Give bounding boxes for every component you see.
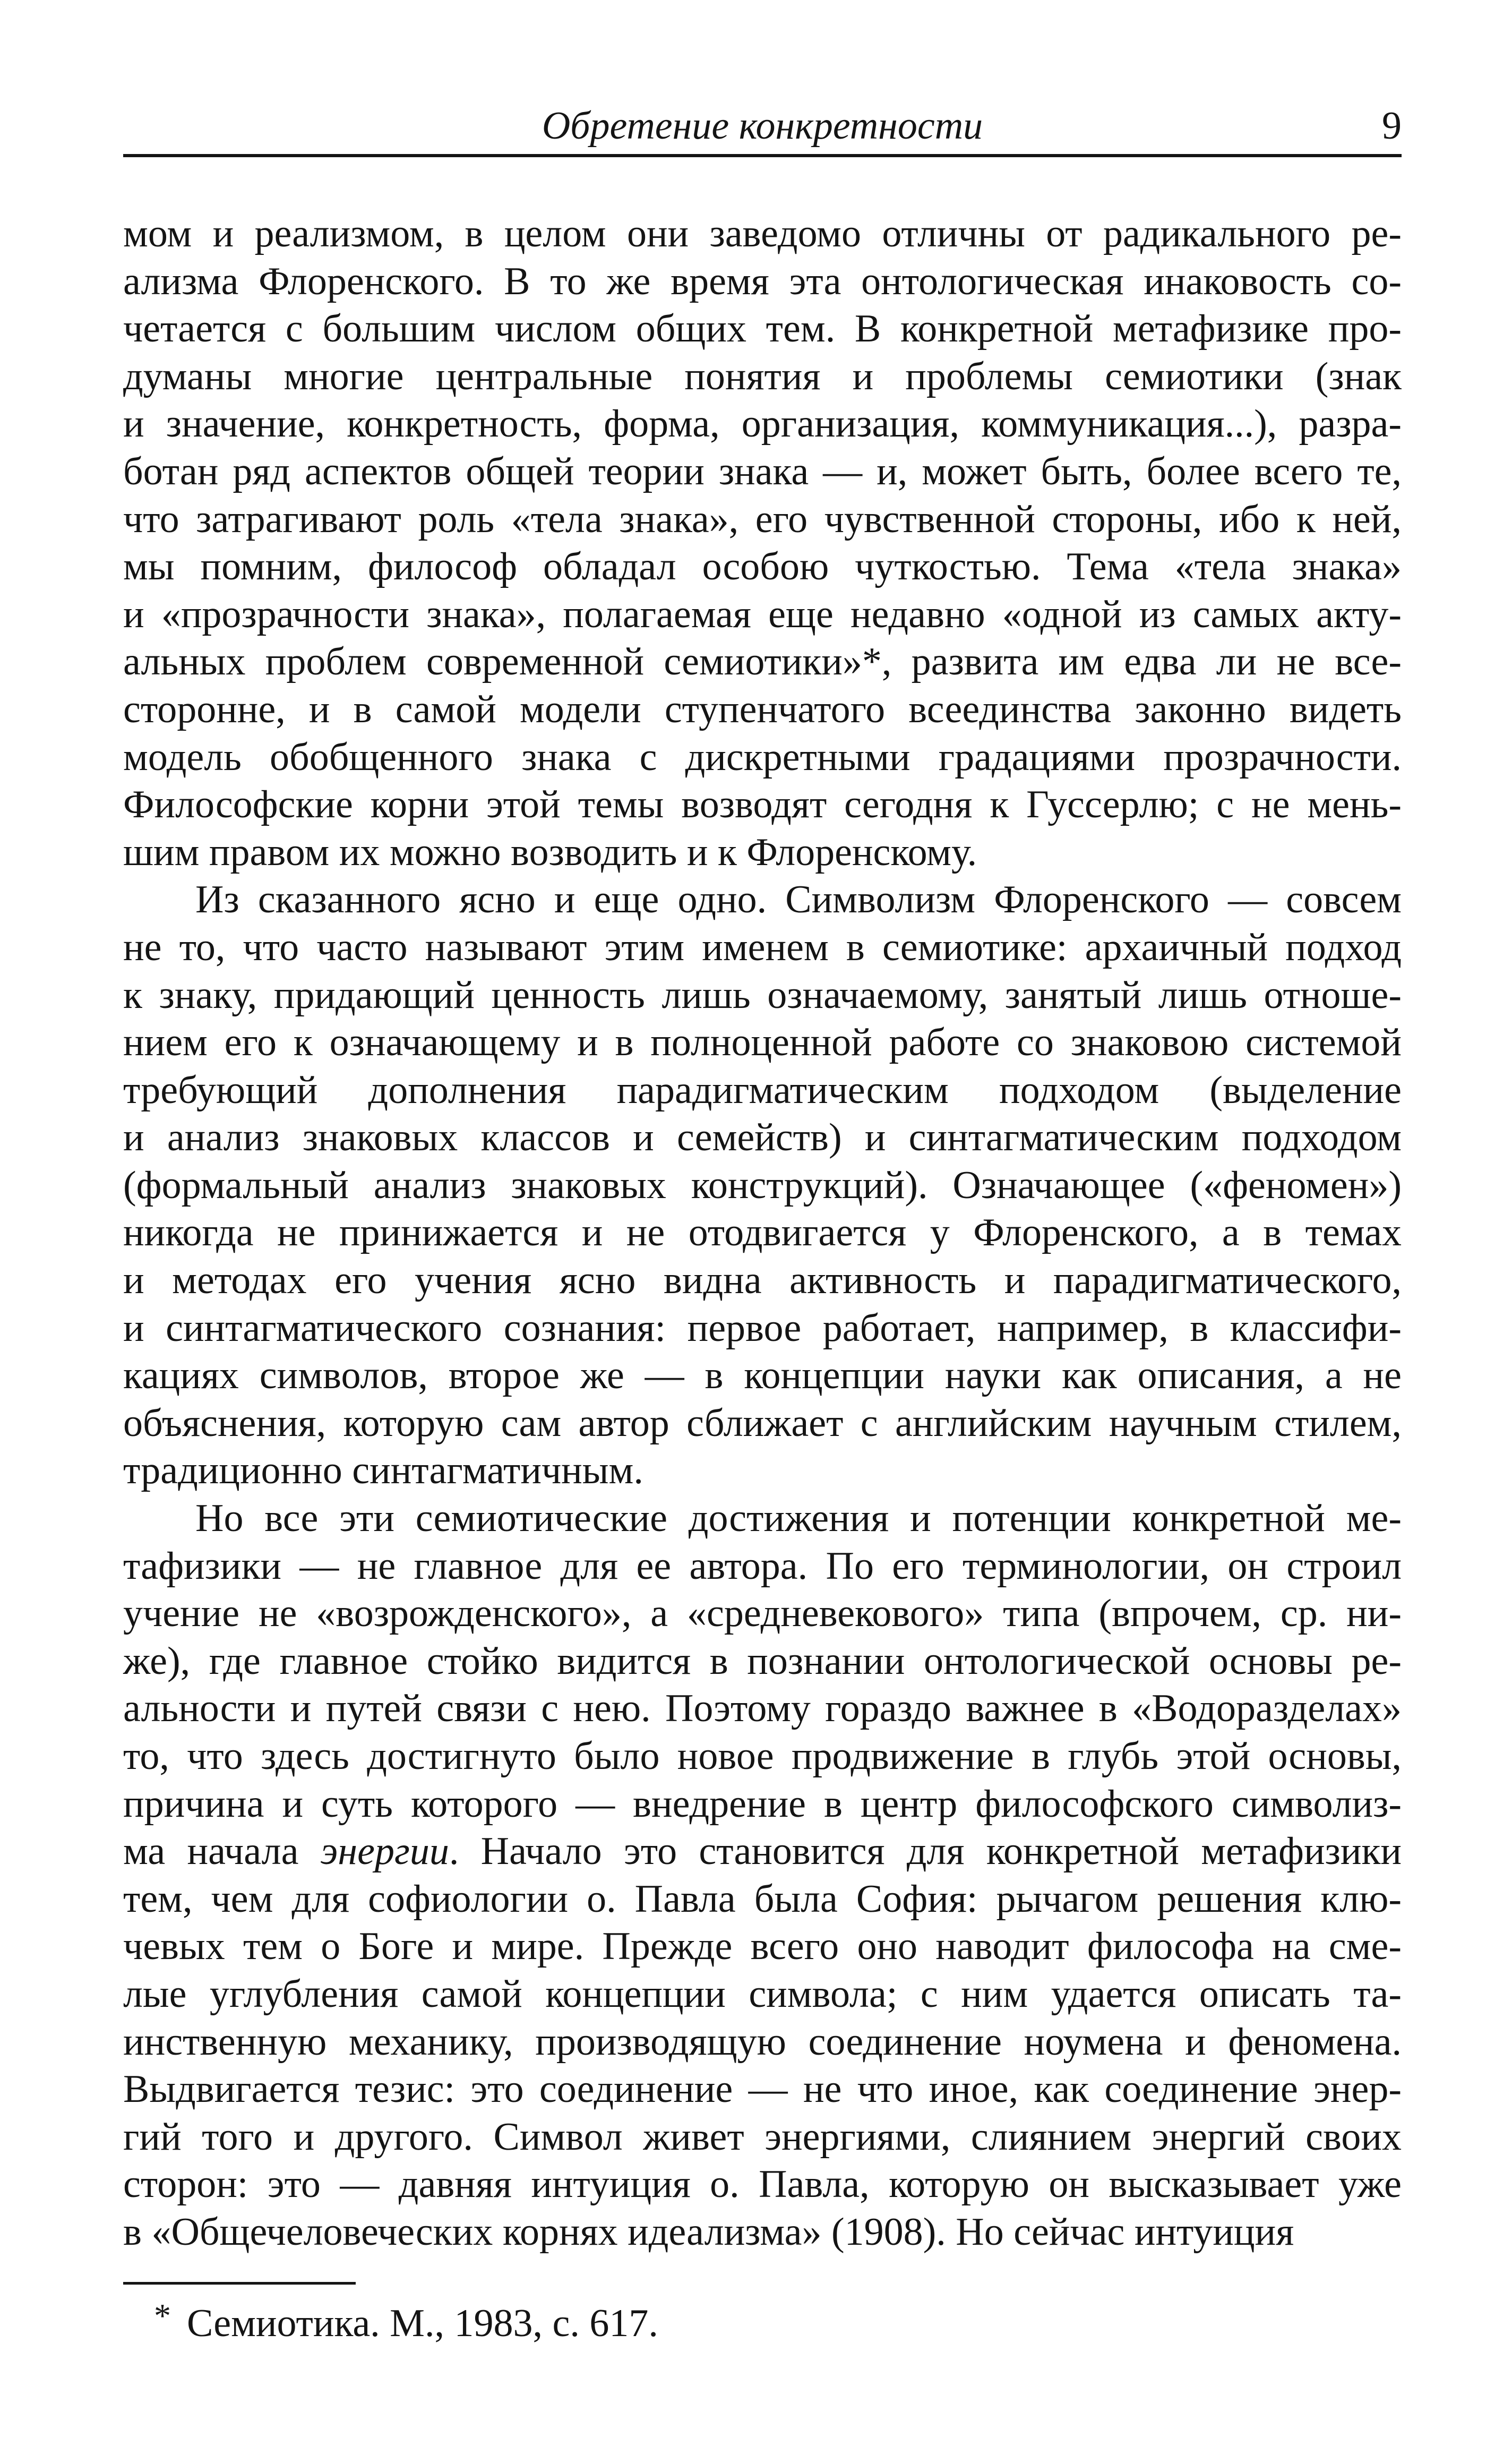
text-line: причина и суть которого — внедрение в центр философского символиз- [123,1782,1402,1826]
italic-term: энергии [320,1829,449,1874]
text-line: альности и путей связи с нею. Поэтому гораздо важнее в «Водоразделах» [123,1687,1402,1731]
footnote-text: Семиотика. М., 1983, с. 617. [187,2302,658,2345]
text-line: и методах его учения ясно видна активность и парадигматического, [123,1259,1402,1303]
text-line: ализма Флоренского. В то же время эта онтологическая инаковость со- [123,259,1402,303]
text-line: и синтагматического сознания: первое работает, например, в классифи- [123,1306,1402,1350]
body-text [123,210,1402,2256]
text-line: инственную механику, производящую соединение ноумена и феномена. [123,2020,1402,2064]
text-line: лые углубления самой концепции символа; с ним удается описать та- [123,1972,1402,2016]
text-line: требующий дополнения парадигматическим подходом (выделение [123,1068,1402,1112]
page-number: 9 [1382,104,1402,148]
paragraph [123,210,1402,876]
text-line: (формальный анализ знаковых конструкций). Означающее («феномен») [123,1163,1402,1207]
text-line: шим правом их можно возводить и к Флоренскому. [123,830,977,874]
paragraph [123,1495,1402,2256]
running-head [123,96,1402,157]
text-line: модель обобщенного знака с дискретными градациями прозрачности. [123,735,1402,779]
text-line: нием его к означающему и в полноценной работе со знаковою системой [123,1021,1402,1065]
text-line: кациях символов, второе же — в концепции науки как описания, а не [123,1354,1402,1398]
text-line: сторон: это — давняя интуиция о. Павла, которую он высказывает уже [123,2162,1402,2207]
text-line: традиционно синтагматичным. [123,1449,643,1493]
text-line: и анализ знаковых классов и семейств) и синтагматическим подходом [123,1116,1402,1160]
text-line: альных проблем современной семиотики»*, развита им едва ли не все- [123,640,1402,684]
footnote-rule [123,2282,356,2285]
text-line: думаны многие центральные понятия и проблемы семиотики (знак [123,354,1402,398]
text-line: же), где главное стойко видится в познании онтологической основы ре- [123,1639,1402,1683]
text-line: к знаку, придающий ценность лишь означаемому, занятый лишь отноше- [123,973,1402,1017]
text-line: учение не «возрожденского», а «средневекового» типа (впрочем, ср. ни- [123,1592,1402,1636]
footnote [154,2297,658,2347]
text-line: мом и реализмом, в целом они заведомо отличны от радикального ре- [123,212,1402,255]
text-line: Но все эти семиотические достижения и потенции конкретной ме- [195,1497,1402,1541]
text-line: Из сказанного ясно и еще одно. Символизм Флоренского — совсем [195,878,1402,922]
text-line: мы помним, философ обладал особою чуткостью. Тема «тела знака» [123,545,1402,589]
text-line: сторонне, и в самой модели ступенчатого всеединства законно видеть [123,687,1402,731]
text-line: никогда не принижается и не отодвигается у Флоренского, а в темах [123,1211,1402,1255]
text-line: гий того и другого. Символ живет энергиями, слиянием энергий своих [123,2115,1402,2159]
text-line: ботан ряд аспектов общей теории знака — и, может быть, более всего те, [123,449,1402,493]
text-line: не то, что часто называют этим именем в семиотике: архаичный подход [123,925,1402,969]
text-line: в «Общечеловеческих корнях идеализма» (1908). Но сейчас интуиция [123,2210,1294,2254]
text-line: тафизики — не главное для ее автора. По его терминологии, он строил [123,1544,1402,1588]
text-line: и «прозрачности знака», полагаемая еще недавно «одной из самых акту- [123,592,1402,636]
footnote-mark: * [154,2297,171,2335]
paragraph [123,876,1402,1495]
text-line: Выдвигается тезис: это соединение — не что иное, как соединение энер- [123,2067,1402,2111]
text-line: чевых тем о Боге и мире. Прежде всего оно наводит философа на сме- [123,1925,1402,1969]
text-line: ма начала энергии. Начало это становится для конкретной метафизики [123,1829,1402,1874]
text-line: что затрагивают роль «тела знака», его чувственной стороны, ибо к ней, [123,497,1402,541]
text-line: тем, чем для софиологии о. Павла была София: рычагом решения клю- [123,1877,1402,1921]
text-line: объяснения, которую сам автор сближает с английским научным стилем, [123,1401,1402,1445]
text-line: и значение, конкретность, форма, организация, коммуникация...), разра- [123,402,1402,446]
text-line: четается с большим числом общих тем. В конкретной метафизике про- [123,307,1402,351]
text-line: то, что здесь достигнуто было новое продвижение в глубь этой основы, [123,1734,1402,1778]
text-line: Философские корни этой темы возводят сегодня к Гуссерлю; с не мень- [123,783,1402,827]
running-title: Обретение конкретности [542,104,983,148]
